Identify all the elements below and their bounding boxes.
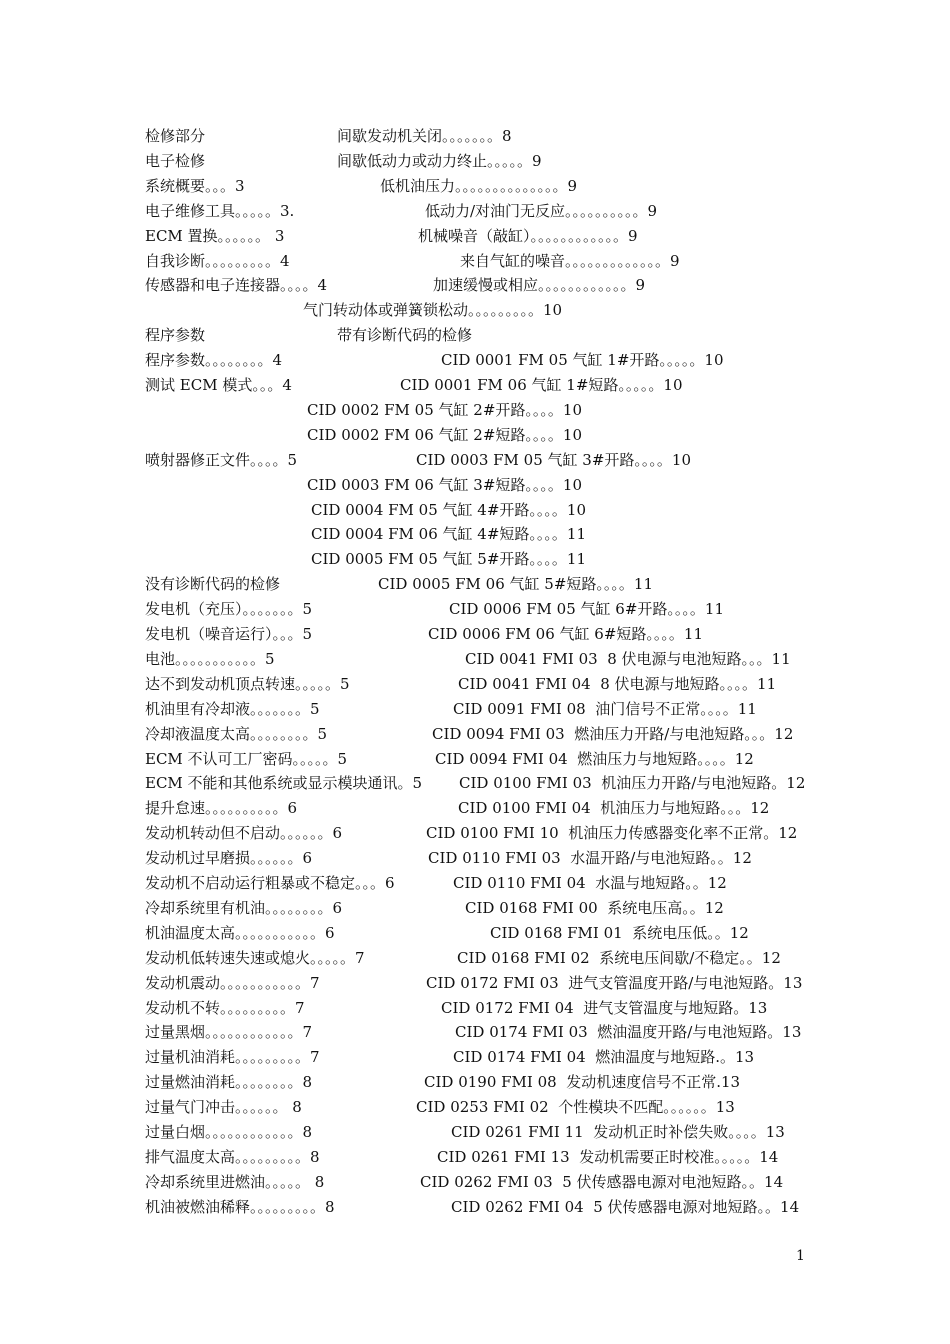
toc-entry-left: ECM 不能和其他系统或显示模块通讯。5: [145, 774, 423, 792]
toc-entry-left: 过量气门冲击。。。。。。 8: [145, 1098, 302, 1116]
toc-entry-left: 没有诊断代码的检修: [145, 575, 281, 593]
toc-entry-left: 发动机过早磨损。。。。。。6: [145, 849, 313, 867]
toc-entry-right: CID 0253 FMI 02 个性模块不匹配。。。。。。13: [416, 1098, 735, 1116]
toc-entry-right: CID 0174 FMI 03 燃油温度开路/与电池短路。13: [455, 1023, 802, 1041]
toc-entry-right: CID 0006 FM 06 气缸 6#短路。。。。11: [428, 625, 703, 643]
toc-entry-right: CID 0003 FM 05 气缸 3#开路。。。。10: [416, 451, 691, 469]
toc-entry-right: CID 0100 FMI 04 机油压力与地短路。。。12: [458, 799, 770, 817]
toc-entry-right: CID 0261 FMI 11 发动机正时补偿失败。。。。13: [451, 1123, 785, 1141]
toc-entry-left: 发动机转动但不启动。。。。。。6: [145, 824, 343, 842]
toc-entry-left: 自我诊断。。。。。。。。。4: [145, 252, 290, 270]
toc-entry-right: CID 0190 FMI 08 发动机速度信号不正常.13: [424, 1073, 741, 1091]
toc-entry-right: CID 0004 FM 05 气缸 4#开路。。。。10: [311, 501, 586, 519]
toc-entry-right: CID 0262 FMI 04 5 伏传感器电源对地短路。。14: [451, 1198, 800, 1216]
toc-entry-left: 系统概要。。。3: [145, 177, 245, 195]
toc-entry-left: 冷却系统里有机油。。。。。。。。6: [145, 899, 343, 917]
toc-entry-right: CID 0094 FMI 03 燃油压力开路/与电池短路。。。12: [432, 725, 794, 743]
toc-entry-right: CID 0100 FMI 10 机油压力传感器变化率不正常。12: [426, 824, 798, 842]
toc-entry-left: 提升怠速。。。。。。。。。。6: [145, 799, 298, 817]
toc-entry-right: CID 0002 FM 05 气缸 2#开路。。。。10: [307, 401, 582, 419]
toc-entry-left: 达不到发动机顶点转速。。。。。5: [145, 675, 350, 693]
toc-entry-left: 电池。。。。。。。。。。。5: [145, 650, 275, 668]
toc-entry-left: 程序参数: [145, 326, 206, 344]
toc-entry-right: CID 0262 FMI 03 5 伏传感器电源对电池短路。。14: [420, 1173, 784, 1191]
toc-entry-left: 发电机（噪音运行）。。。5: [145, 625, 313, 643]
toc-entry-left: 发动机不启动运行粗暴或不稳定。。。6: [145, 874, 395, 892]
toc-entry-right: CID 0003 FM 06 气缸 3#短路。。。。10: [307, 476, 582, 494]
toc-entry-right: CID 0041 FMI 04 8 伏电源与地短路。。。。11: [458, 675, 777, 693]
toc-entry-right: CID 0172 FMI 04 进气支管温度与地短路。13: [441, 999, 768, 1017]
toc-entry-right: CID 0110 FMI 03 水温开路/与电池短路。。12: [428, 849, 752, 867]
toc-entry-right: 间歇低动力或动力终止。。。。。9: [337, 152, 542, 170]
toc-entry-right: CID 0005 FM 05 气缸 5#开路。。。。11: [311, 550, 586, 568]
toc-entry-left: 机油里有冷却液。。。。。。。5: [145, 700, 320, 718]
toc-entry-right: CID 0006 FM 05 气缸 6#开路。。。。11: [449, 600, 724, 618]
toc-entry-left: 电子维修工具。。。。。3.: [145, 202, 295, 220]
toc-entry-left: 发动机不转。。。。。。。。。7: [145, 999, 305, 1017]
toc-entry-right: CID 0110 FMI 04 水温与地短路。。12: [453, 874, 727, 892]
toc-entry-left: 冷却液温度太高。。。。。。。。5: [145, 725, 328, 743]
toc-entry-right: 气门转动体或弹簧锁松动。。。。。。。。。10: [303, 301, 563, 319]
toc-entry-right: CID 0094 FMI 04 燃油压力与地短路。。。。12: [435, 750, 754, 768]
toc-entry-right: CID 0100 FMI 03 机油压力开路/与电池短路。12: [459, 774, 806, 792]
toc-entry-right: 来自气缸的噪音。。。。。。。。。。。。。9: [460, 252, 680, 270]
toc-entry-right: 低机油压力。。。。。。。。。。。。。。9: [380, 177, 578, 195]
toc-entry-left: ECM 置换。。。。。。 3: [145, 227, 285, 245]
toc-entry-right: CID 0174 FMI 04 燃油温度与地短路.。13: [453, 1048, 755, 1066]
toc-entry-left: ECM 不认可工厂密码。。。。。5: [145, 750, 348, 768]
toc-entry-left: 电子检修: [145, 152, 206, 170]
page-number: 1: [796, 1248, 805, 1264]
toc-entry-left: 过量黑烟。。。。。。。。。。。。7: [145, 1023, 313, 1041]
toc-entry-right: 加速缓慢或相应。。。。。。。。。。。。9: [433, 276, 646, 294]
toc-entry-right: CID 0002 FM 06 气缸 2#短路。。。。10: [307, 426, 582, 444]
toc-entry-right: CID 0001 FM 05 气缸 1#开路。。。。。10: [441, 351, 724, 369]
toc-entry-right: CID 0004 FM 06 气缸 4#短路。。。。11: [311, 525, 586, 543]
toc-entry-right: CID 0168 FMI 02 系统电压间歇/不稳定。。12: [457, 949, 781, 967]
toc-entry-right: CID 0041 FMI 03 8 伏电源与电池短路。。。11: [465, 650, 791, 668]
toc-entry-left: 过量燃油消耗。。。。。。。。8: [145, 1073, 313, 1091]
toc-entry-right: 带有诊断代码的检修: [337, 326, 473, 344]
toc-entry-left: 传感器和电子连接器。。。。4: [145, 276, 328, 294]
toc-entry-left: 过量机油消耗。。。。。。。。。7: [145, 1048, 320, 1066]
toc-entry-right: 低动力/对油门无反应。。。。。。。。。。9: [425, 202, 658, 220]
toc-entry-left: 排气温度太高。。。。。。。。。8: [145, 1148, 320, 1166]
toc-entry-right: CID 0172 FMI 03 进气支管温度开路/与电池短路。13: [426, 974, 803, 992]
toc-entry-left: 喷射器修正文件。。。。5: [145, 451, 298, 469]
toc-entry-right: CID 0168 FMI 00 系统电压高。。12: [465, 899, 724, 917]
toc-entry-right: CID 0001 FM 06 气缸 1#短路。。。。。10: [400, 376, 683, 394]
toc-entry-left: 检修部分: [145, 127, 206, 145]
toc-entry-right: CID 0168 FMI 01 系统电压低。。12: [490, 924, 749, 942]
toc-entry-left: 发动机低转速失速或熄火。。。。。7: [145, 949, 365, 967]
toc-entry-left: 机油温度太高。。。。。。。。。。。6: [145, 924, 335, 942]
toc-entry-left: 过量白烟。。。。。。。。。。。。8: [145, 1123, 313, 1141]
toc-entry-left: 发电机（充压）。。。。。。。5: [145, 600, 313, 618]
toc-entry-right: CID 0005 FM 06 气缸 5#短路。。。。11: [378, 575, 653, 593]
toc-entry-left: 机油被燃油稀释。。。。。。。。。8: [145, 1198, 335, 1216]
toc-entry-left: 冷却系统里进燃油。。。。。 8: [145, 1173, 325, 1191]
toc-entry-left: 程序参数。。。。。。。。4: [145, 351, 283, 369]
toc-entry-left: 发动机震动。。。。。。。。。。。7: [145, 974, 320, 992]
toc-entry-right: 间歇发动机关闭。。。。。。。8: [337, 127, 512, 145]
toc-entry-right: CID 0261 FMI 13 发动机需要正时校准。。。。。14: [437, 1148, 779, 1166]
toc-entry-right: 机械噪音（敲缸）。。。。。。。。。。。。9: [418, 227, 638, 245]
toc-entry-left: 测试 ECM 模式。。。4: [145, 376, 292, 394]
toc-entry-right: CID 0091 FMI 08 油门信号不正常。。。。11: [453, 700, 757, 718]
